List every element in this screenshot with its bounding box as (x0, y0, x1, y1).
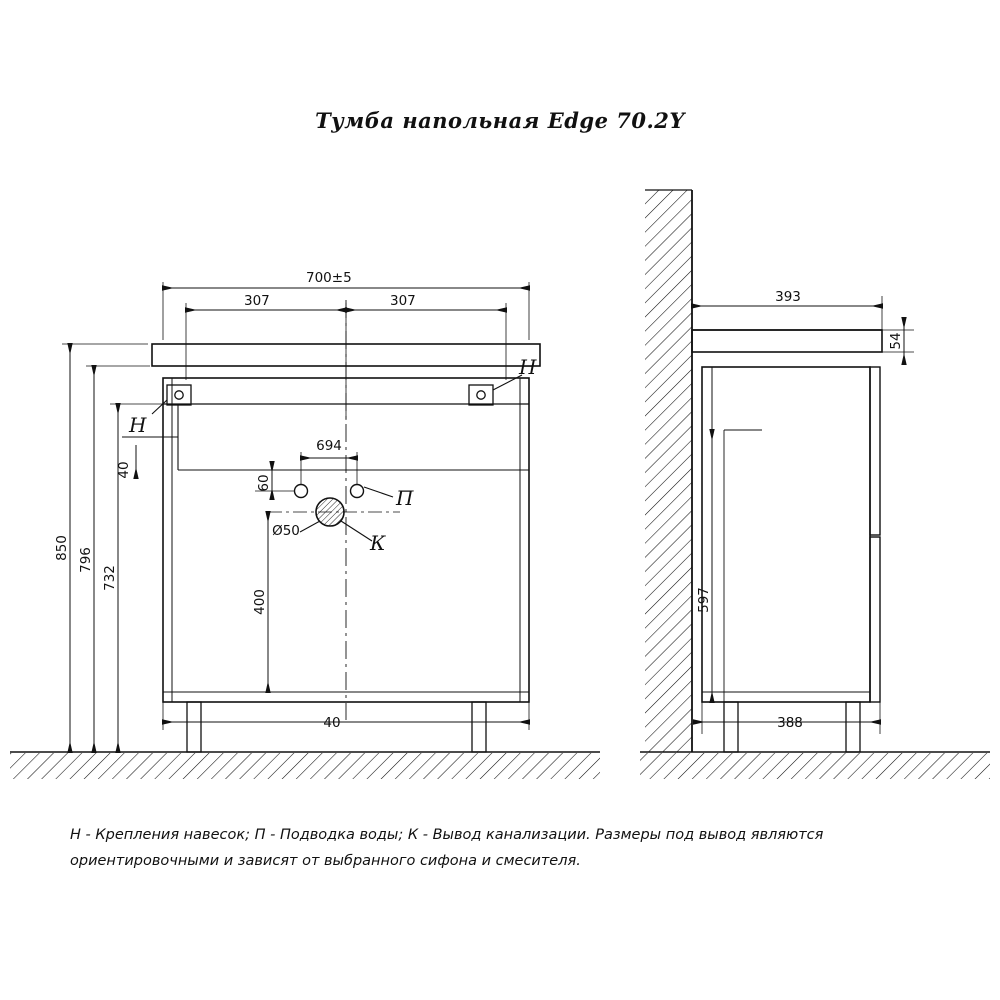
dimension-60 (301, 438, 357, 484)
dimension-400 (252, 512, 268, 692)
dimension-694-label: 40 (323, 715, 341, 731)
floor-line (10, 752, 990, 779)
dimension-40-water (255, 462, 296, 499)
dimension-40-water-label: 60 (256, 474, 272, 492)
dimension-400-label: 400 (252, 589, 268, 615)
dimension-850 (54, 344, 148, 752)
dimension-307-left-label: 307 (244, 293, 270, 309)
mount-bracket-left (167, 385, 191, 405)
dimension-850-label: 850 (54, 535, 70, 561)
dimension-307-left (186, 293, 346, 420)
dimension-40-bracket-label: 40 (116, 461, 132, 479)
callout-h-left: Н (129, 413, 147, 437)
front-view (54, 270, 540, 752)
dimension-597 (696, 430, 712, 702)
water-supply-holes (295, 485, 364, 498)
callout-h-right: Н (519, 355, 537, 379)
legend-note (70, 822, 950, 874)
dimension-54 (882, 318, 914, 364)
page-title: Тумба напольная Edge 70.2Y (315, 108, 685, 133)
dimension-388-label: 388 (777, 715, 803, 731)
callout-k: К (370, 531, 386, 555)
dimension-54-label: 54 (888, 332, 904, 350)
dimension-796-label: 796 (78, 547, 94, 573)
dimension-393 (692, 289, 882, 330)
dimension-40-bracket (116, 437, 178, 479)
dimension-597-label: 597 (696, 587, 712, 613)
dimension-307-right-label: 307 (390, 293, 416, 309)
mount-bracket-right (469, 385, 493, 405)
dimension-732-label: 732 (102, 565, 118, 591)
dimension-60-label: 694 (316, 438, 342, 454)
callout-p: П (396, 486, 414, 510)
legend-note-line-2: ориентировочными и зависят от выбранного сифона и смесителя. (70, 853, 581, 869)
dimension-388 (694, 702, 880, 734)
dimension-393-label: 393 (775, 289, 801, 305)
dimension-diameter-50 (272, 521, 320, 539)
dimension-700-label: 700±5 (306, 270, 352, 286)
legend-note-line-1: Н - Крепления навесок; П - Подводка воды; К - Вывод канализации. Размеры под вывод являются (70, 827, 824, 843)
dimension-307-right (346, 293, 506, 380)
dimension-diameter-50-label: Ø50 (272, 523, 300, 539)
side-view (645, 190, 914, 752)
dimension-732 (102, 404, 172, 752)
